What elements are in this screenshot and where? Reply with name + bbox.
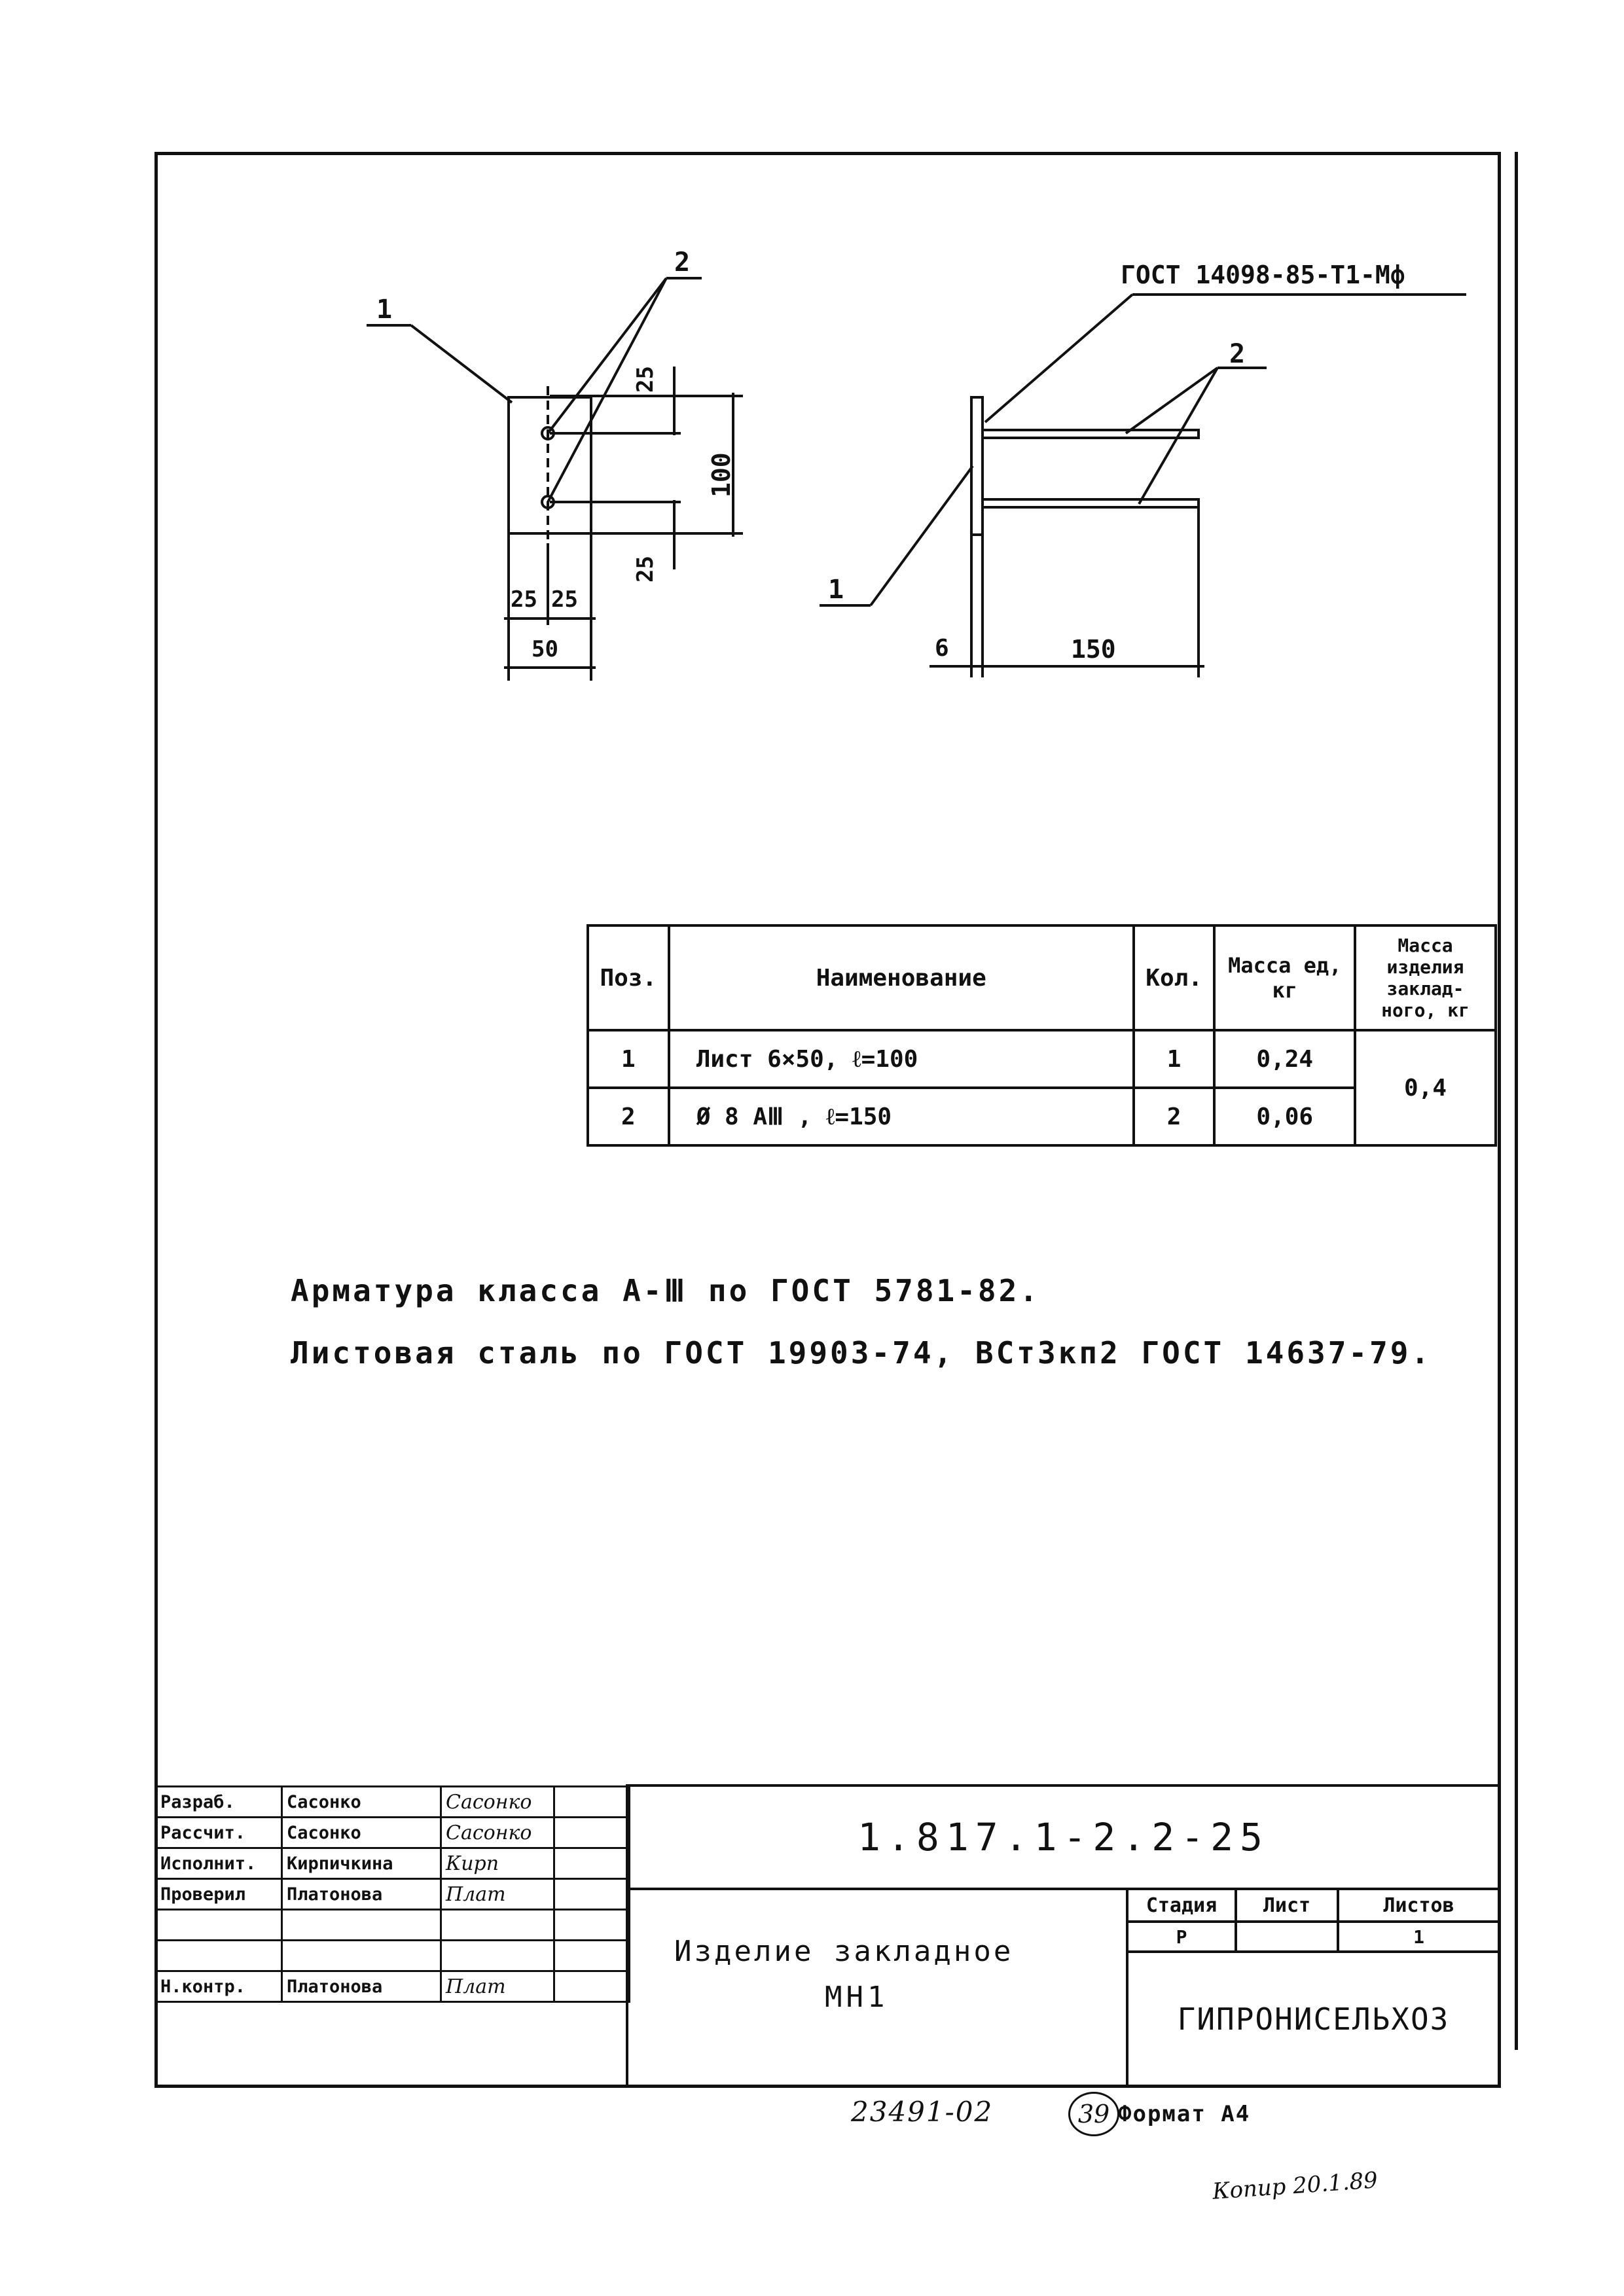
header-unit-mass: Масса ед, кг <box>1214 925 1355 1030</box>
signature <box>441 1941 554 1971</box>
row-mass: 0,24 <box>1214 1030 1355 1088</box>
product-title-cell <box>626 1888 1128 2088</box>
person-name: Платонова <box>282 1879 441 1910</box>
stage-value: Р <box>1176 1926 1187 1948</box>
person-name <box>282 1910 441 1941</box>
person-name: Сасонко <box>282 1787 441 1818</box>
role: Рассчит. <box>156 1818 282 1848</box>
person-name: Сасонко <box>282 1818 441 1848</box>
side-leader-2-label: 2 <box>1229 339 1246 369</box>
side-plate <box>971 397 983 535</box>
date-cell <box>554 1971 630 2002</box>
sheets-value: 1 <box>1413 1926 1424 1948</box>
row-qty: 2 <box>1134 1088 1215 1145</box>
date-cell <box>554 1848 630 1879</box>
sheets-value-cell <box>1337 1920 1501 1953</box>
header-product-mass: Масса изделия заклад-ного, кг <box>1355 925 1496 1030</box>
note-reinforcement: Арматура класса А-Ⅲ по ГОСТ 5781-82. <box>291 1273 1041 1308</box>
date-cell <box>554 1818 630 1848</box>
person-name: Платонова <box>282 1971 441 2002</box>
page-number-circle <box>1068 2092 1119 2136</box>
sheet-header-cell <box>1235 1888 1339 1923</box>
table-row <box>588 1030 1496 1088</box>
row-mass: 0,06 <box>1214 1088 1355 1145</box>
date-cell <box>554 1910 630 1941</box>
signature: Сасонко <box>441 1787 554 1818</box>
dim-length-label: 150 <box>1071 635 1116 664</box>
role: Разраб. <box>156 1787 282 1818</box>
dim-height-label: 100 <box>707 452 736 497</box>
row-qty: 1 <box>1134 1030 1215 1088</box>
dim-top-label: 25 <box>632 366 659 393</box>
paper-format: Формат А4 <box>1118 2101 1251 2127</box>
role <box>156 1910 282 1941</box>
total-mass: 0,4 <box>1355 1030 1496 1145</box>
plan-leader-1-label: 1 <box>376 295 393 325</box>
stage-label: Стадия <box>1146 1893 1218 1917</box>
signature <box>441 1910 554 1941</box>
side-bar-top <box>983 430 1199 438</box>
inventory-number: 23491-02 <box>851 2096 994 2128</box>
row-pos: 1 <box>588 1030 669 1088</box>
handwritten-copy-note: Копир 20.1.89 <box>1211 2167 1379 2205</box>
person-name <box>282 1941 441 1971</box>
organization-name: ГИПРОНИСЕЛЬХОЗ <box>1177 2001 1450 2037</box>
sheet-value-cell <box>1235 1920 1339 1953</box>
role: Н.контр. <box>156 1971 282 2002</box>
date-cell <box>554 1879 630 1910</box>
header-qty: Кол. <box>1134 925 1215 1030</box>
signature: Кирп <box>441 1848 554 1879</box>
sheet-label: Лист <box>1263 1893 1311 1917</box>
date-cell <box>554 1787 630 1818</box>
dim-right-label: 25 <box>551 586 578 613</box>
dim-left-label: 25 <box>511 586 537 613</box>
dim-width-label: 50 <box>532 636 558 662</box>
signature: Плат <box>441 1879 554 1910</box>
stage-value-cell <box>1126 1920 1237 1953</box>
sheets-label: Листов <box>1383 1893 1454 1917</box>
row-pos: 2 <box>588 1088 669 1145</box>
product-title: Изделие закладное <box>674 1935 1014 1968</box>
person-name: Кирпичкина <box>282 1848 441 1879</box>
product-mark: МН1 <box>825 1981 889 2014</box>
role: Исполнит. <box>156 1848 282 1879</box>
header-name: Наименование <box>669 925 1134 1030</box>
note-sheet-steel: Листовая сталь по ГОСТ 19903-74, ВСт3кп2 ГОСТ 14637-79. <box>291 1335 1432 1371</box>
signature: Плат <box>441 1971 554 2002</box>
organization-cell <box>1126 1950 1501 2088</box>
side-bar-bottom <box>983 499 1199 507</box>
role: Проверил <box>156 1879 282 1910</box>
signature: Сасонко <box>441 1818 554 1848</box>
sheets-header-cell <box>1337 1888 1501 1923</box>
row-name: Лист 6×50, ℓ=100 <box>669 1030 1134 1088</box>
date-cell <box>554 1941 630 1971</box>
specification-table <box>586 924 1497 1147</box>
document-code-cell <box>626 1784 1501 1890</box>
stage-header-cell <box>1126 1888 1237 1923</box>
plan-leader-2-label: 2 <box>674 247 691 278</box>
header-pos: Поз. <box>588 925 669 1030</box>
dim-thickness-label: 6 <box>935 635 949 662</box>
row-name: Ø 8 АⅢ , ℓ=150 <box>669 1088 1134 1145</box>
side-leader-1-label: 1 <box>828 575 844 605</box>
title-block-signatures <box>154 1785 630 2003</box>
page-number: 39 <box>1077 2100 1110 2128</box>
dim-bottom-label: 25 <box>632 556 659 583</box>
gost-standard-label: ГОСТ 14098-85-Т1-Мф <box>1121 260 1405 289</box>
document-code: 1.817.1-2.2-25 <box>857 1815 1269 1859</box>
role <box>156 1941 282 1971</box>
